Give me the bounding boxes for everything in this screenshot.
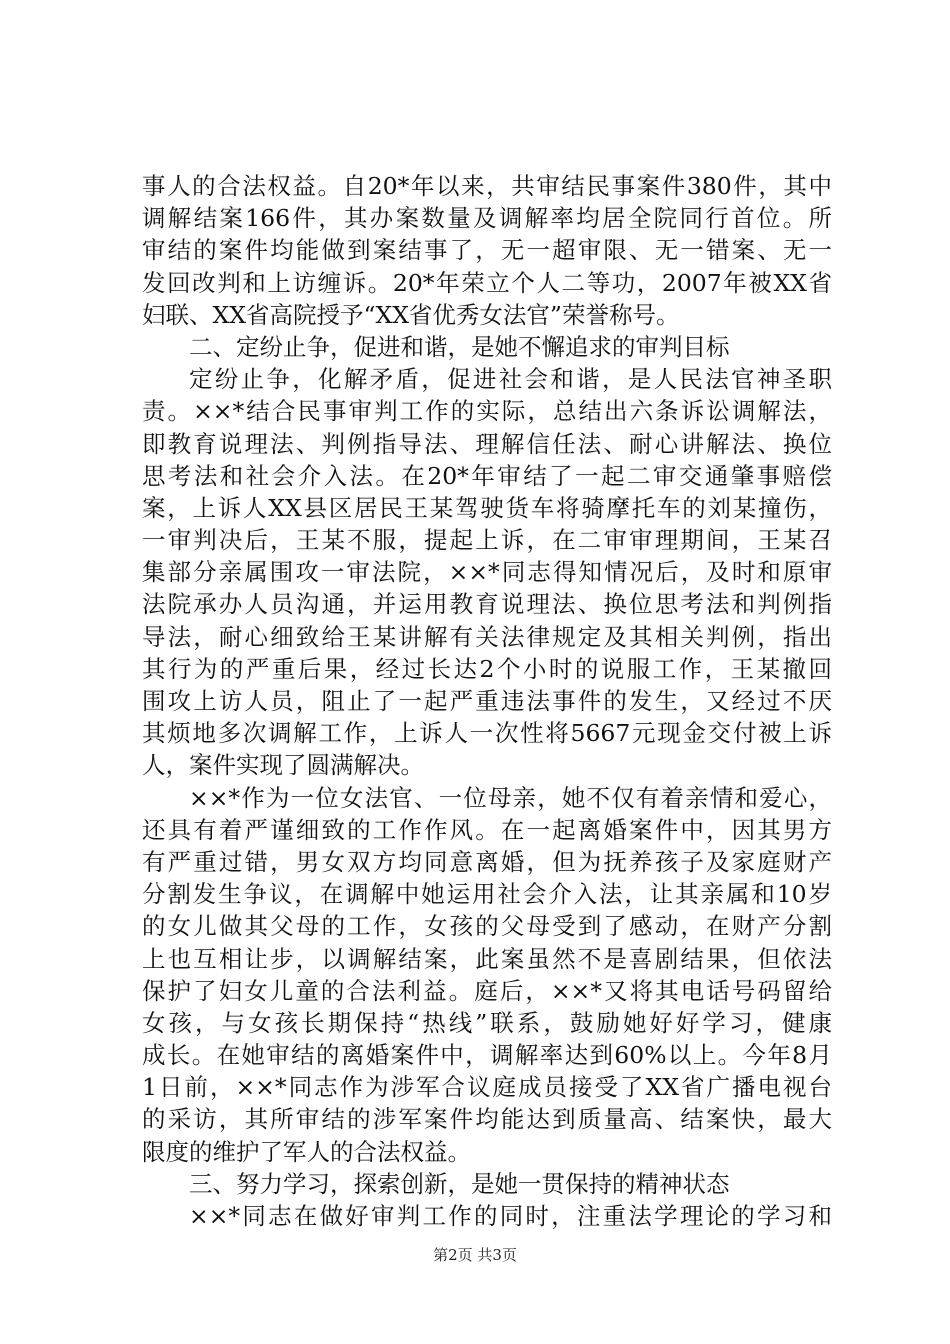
text-line: 其行为的严重后果，经过长达2个小时的说服工作，王某撤回 bbox=[142, 654, 832, 683]
text-line: 即教育说理法、判例指导法、理解信任法、耐心讲解法、换位 bbox=[142, 429, 832, 458]
text-line: 责。××*结合民事审判工作的实际，总结出六条诉讼调解法， bbox=[142, 397, 832, 426]
text-line: 有严重过错，男女双方均同意离婚，但为抚养孩子及家庭财产 bbox=[142, 847, 832, 876]
text-line: 导法，耐心细致给王某讲解有关法律规定及其相关判例，指出 bbox=[142, 622, 832, 651]
text-line: 还具有着严谨细致的工作作风。在一起离婚案件中，因其男方 bbox=[142, 815, 832, 844]
text-line: 保护了妇女儿童的合法利益。庭后，××*又将其电话号码留给 bbox=[142, 976, 832, 1005]
section-heading: 二、定纷止争，促进和谐，是她不懈追求的审判目标 bbox=[189, 332, 730, 361]
text-line: 集部分亲属围攻一审法院，××*同志得知情况后，及时和原审 bbox=[142, 558, 832, 587]
text-line: 调解结案166件，其办案数量及调解率均居全院同行首位。所 bbox=[142, 204, 832, 233]
text-line: 案，上诉人XX县区居民王某驾驶货车将骑摩托车的刘某撞伤， bbox=[142, 493, 832, 522]
text-line: 发回改判和上访缠诉。20*年荣立个人二等功，2007年被XX省 bbox=[142, 268, 832, 297]
text-line: 上也互相让步，以调解结案，此案虽然不是喜剧结果，但依法 bbox=[142, 944, 832, 973]
text-line: 人，案件实现了圆满解决。 bbox=[142, 751, 424, 780]
text-line: 围攻上访人员，阻止了一起严重违法事件的发生，又经过不厌 bbox=[142, 687, 832, 715]
text-line: 定纷止争，化解矛盾，促进社会和谐，是人民法官神圣职 bbox=[189, 365, 832, 394]
document-body bbox=[142, 170, 832, 1232]
text-line: ××*同志在做好审判工作的同时，注重法学理论的学习和 bbox=[189, 1202, 832, 1230]
text-line: 一审判决后，王某不服，提起上诉，在二审审理期间，王某召 bbox=[142, 526, 832, 555]
text-line: 的女儿做其父母的工作，女孩的父母受到了感动，在财产分割 bbox=[142, 912, 832, 941]
text-line: 法院承办人员沟通，并运用教育说理法、换位思考法和判例指 bbox=[142, 590, 832, 619]
text-line: 其烦地多次调解工作，上诉人一次性将5667元现金交付被上诉 bbox=[142, 719, 832, 748]
text-line: 的采访，其所审结的涉军案件均能达到质量高、结案快，最大 bbox=[142, 1105, 832, 1134]
text-line: 1日前，××*同志作为涉军合议庭成员接受了XX省广播电视台 bbox=[142, 1073, 832, 1102]
text-line: 妇联、XX省高院授予“XX省优秀女法官”荣誉称号。 bbox=[142, 300, 680, 329]
text-line: 审结的案件均能做到案结事了，无一超审限、无一错案、无一 bbox=[142, 236, 832, 265]
text-line: 思考法和社会介入法。在20*年审结了一起二审交通肇事赔偿 bbox=[142, 461, 832, 490]
section-heading: 三、努力学习，探索创新，是她一贯保持的精神状态 bbox=[189, 1169, 730, 1198]
text-line: 成长。在她审结的离婚案件中，调解率达到60%以上。今年8月 bbox=[142, 1041, 832, 1070]
page-number-footer: 第2页 共3页 bbox=[433, 1246, 517, 1264]
text-line: 限度的维护了军人的合法权益。 bbox=[142, 1137, 471, 1166]
text-line: 女孩，与女孩长期保持“热线”联系，鼓励她好好学习，健康 bbox=[142, 1008, 832, 1037]
text-line: 分割发生争议，在调解中她运用社会介入法，让其亲属和10岁 bbox=[142, 880, 832, 909]
text-line: ××*作为一位女法官、一位母亲，她不仅有着亲情和爱心， bbox=[189, 783, 832, 812]
text-line: 事人的合法权益。自20*年以来，共审结民事案件380件，其中 bbox=[142, 172, 832, 200]
